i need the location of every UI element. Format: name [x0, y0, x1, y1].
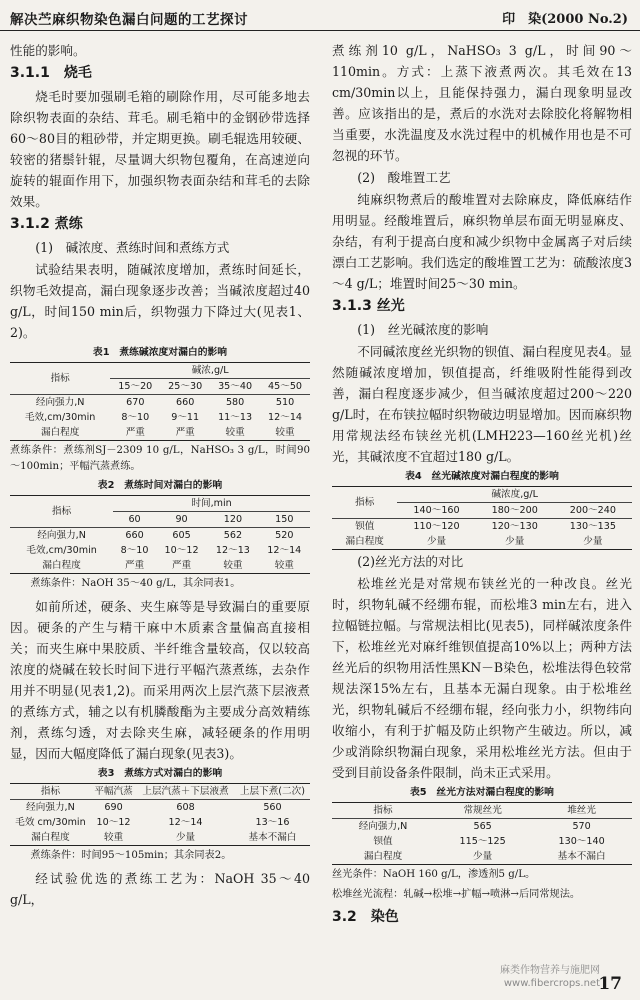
- table-cell: 11～13: [218, 412, 253, 423]
- table-cell: 560: [263, 802, 282, 813]
- table-cell: 上层汽蒸＋下层液煮: [142, 786, 229, 797]
- table-cell: 少量: [175, 832, 196, 843]
- table-cell: 钡值: [373, 836, 393, 847]
- paragraph: 松堆丝光是对常规布铗丝光的一种改良。丝光时，织物轧碱不经绷布辊，而松堆3 min左右，进入拉幅链拉幅。与常规法相比(见表5)，同样碱浓度条件下，松堆丝光对麻纤维钡值提高10%以上；两种方法丝光后的织物用活性黑KN－B染色，松堆法得色较常规法深15%左右，且基本无漏白现象。由于松堆丝光，织物轧碱后不经绷布辊，经向张力小，织物纬向收缩小，有利于扩幅及防止织物产生破边。所以，减少或消除织物漏白现象，采用松堆丝光方法。但由于受到目前设备条件限制，尚未正式采用。: [332, 576, 632, 780]
- section-heading: 3.1.3 丝光: [332, 298, 405, 314]
- table-row: [10, 528, 310, 544]
- table-cell: 8～10: [121, 412, 150, 423]
- table-cell: 少量: [473, 851, 493, 862]
- table-cell: 520: [275, 530, 294, 541]
- table-cell: 90: [175, 514, 188, 525]
- table-cell: 8～10: [120, 545, 149, 556]
- paragraph: 烧毛时要加强刷毛箱的刷除作用，尽可能多地去除织物表面的杂结、茸毛。刷毛箱中的金钢砂带选择60～80目的粗砂带，并定期更换。刷毛辊选用较硬、较密的猪鬃针辊，尽量调大织物包覆角，在高速逆向旋转的辊面作用下，加强织物表面杂结和茸毛的去除效果。: [10, 89, 310, 209]
- table-cell: 13～16: [255, 817, 290, 828]
- watermark-line: 麻类作物营养与施肥网: [500, 965, 600, 976]
- table-2-caption: 表2 煮练时间对漏白的影响: [97, 480, 223, 491]
- table-2: [10, 495, 310, 574]
- table-1-note: 煮练条件：煮练剂SJ－2309 10 g/L，NaHSO₃ 3 g/L，时间90～100min；平幅汽蒸煮练。: [10, 445, 310, 472]
- table-cell: 45～50: [268, 381, 303, 392]
- subsection-heading: (2) 酸堆置工艺: [357, 170, 451, 185]
- table-cell: 605: [172, 530, 191, 541]
- section-heading: 3.1.1 烧毛: [10, 65, 92, 81]
- table-cell: 严重: [125, 427, 145, 438]
- process-flow: 松堆丝光流程：轧碱→松堆→扩幅→喷淋→后同常规法。: [332, 889, 581, 900]
- table-row: [10, 425, 310, 441]
- table-cell: 少量: [505, 536, 525, 547]
- table-row: [332, 849, 632, 865]
- table-cell: 130～140: [558, 836, 605, 847]
- table-cell: 经向强力,N: [358, 821, 408, 832]
- table-cell: 指标: [332, 487, 397, 519]
- table-cell: 12～13: [215, 545, 250, 556]
- table-cell: 120～130: [491, 521, 538, 532]
- table-cell: 上层下煮(二次): [239, 786, 305, 797]
- table-row: [332, 834, 632, 849]
- table-cell: 碱浓,g/L: [110, 363, 310, 379]
- table-cell: 钡值: [355, 521, 375, 532]
- table-cell: 60: [128, 514, 141, 525]
- table-cell: 200～240: [569, 505, 616, 516]
- table-4-caption: 表4 丝光碱浓度对漏白程度的影响: [405, 471, 559, 482]
- table-3-caption: 表3 煮练方式对漏白的影响: [97, 768, 223, 779]
- table-row: [10, 410, 310, 425]
- paragraph: 纯麻织物煮后的酸堆置对去除麻皮，降低麻结作用明显。经酸堆置后，麻织物单层布面无明显麻皮、杂结，有利于提高白度和减少织物中金属离子对后续漂白工艺影响。我们选定的酸堆置工艺为：硫酸浓度3～4 g/L；堆置时间25～30 min。: [332, 192, 632, 291]
- table-cell: 漏白程度: [363, 851, 403, 862]
- table-cell: 35～40: [218, 381, 253, 392]
- table-cell: 基本不漏白: [557, 851, 606, 862]
- table-3-note: 煮练条件：时间95～105min；其余同表2。: [30, 850, 232, 861]
- table-cell: 25～30: [168, 381, 203, 392]
- paragraph: 试验结果表明，随碱浓度增加，煮练时间延长，织物毛效提高，漏白现象逐步改善；当碱浓度超过40 g/L，时间150 min后，织物强力下降过大(见表1、2)。: [10, 262, 310, 340]
- table-5-caption: 表5 丝光方法对漏白程度的影响: [410, 787, 554, 798]
- table-cell: 580: [225, 397, 245, 408]
- table-cell: 漏白程度: [42, 560, 81, 571]
- table-cell: 565: [473, 821, 492, 832]
- section-heading: 3.1.2 煮练: [10, 216, 83, 232]
- table-cell: 堆丝光: [567, 805, 596, 816]
- table-cell: 时间,min: [113, 496, 310, 512]
- table-cell: 平幅汽蒸: [94, 786, 133, 797]
- subsection-heading: (2)丝光方法的对比: [357, 554, 464, 569]
- table-row: [332, 819, 632, 835]
- subsection-heading: (1) 碱浓度、煮练时间和煮练方式: [35, 240, 230, 255]
- subsection-heading: (1) 丝光碱浓度的影响: [357, 322, 489, 337]
- table-cell: 12～14: [267, 545, 302, 556]
- table-cell: 漏白程度: [40, 427, 80, 438]
- table-cell: 140～160: [413, 505, 460, 516]
- table-row: [10, 815, 310, 830]
- table-cell: 漏白程度: [345, 536, 384, 547]
- table-cell: 严重: [171, 560, 192, 571]
- table-1-caption: 表1 煮练碱浓度对漏白的影响: [92, 347, 228, 358]
- table-cell: 常规丝光: [463, 805, 502, 816]
- table-cell: 10～12: [96, 817, 131, 828]
- table-cell: 660: [125, 530, 144, 541]
- table-row: [332, 519, 632, 535]
- journal-issue: 印 染(2000 No.2): [502, 12, 628, 27]
- table-cell: 指标: [10, 496, 113, 528]
- header-rule: [0, 30, 640, 31]
- table-cell: 少量: [426, 536, 447, 547]
- paragraph: 经试验优选的煮练工艺为：NaOH 35～40 g/L，: [10, 871, 310, 907]
- table-3: [10, 783, 310, 846]
- table-cell: 指标: [40, 786, 61, 797]
- table-cell: 毛效,cm/30min: [26, 545, 97, 556]
- table-cell: 12～14: [268, 412, 303, 423]
- table-row: [10, 543, 310, 558]
- table-cell: 漏白程度: [31, 832, 70, 843]
- table-cell: 较重: [274, 560, 294, 571]
- table-row: [332, 534, 632, 550]
- table-cell: 15～20: [118, 381, 153, 392]
- table-cell: 较重: [223, 560, 243, 571]
- paragraph: 如前所述，硬条、夹生麻等是导致漏白的重要原因。硬条的产生与精干麻中木质素含量偏高直接相关；而夹生麻中果胶质、半纤维含量较高，仅以较高浓度的烧碱在较长时间下进行平幅汽蒸煮练，去杂作用并不明显(见表1,2)。而采用两次上层汽蒸下层液煮的煮练方式，辅之以有机膦酸酯为主要成分高效精练剂，煮练匀透，对去除夹生麻，减轻硬条的作用明显，因而大幅度降低了漏白现象(见表3)。: [10, 599, 310, 761]
- table-cell: 碱浓度,g/L: [397, 487, 632, 503]
- table-cell: 9～11: [171, 412, 200, 423]
- table-row: [10, 800, 310, 816]
- paragraph: 性能的影响。: [10, 43, 86, 58]
- table-cell: 608: [176, 802, 195, 813]
- table-cell: 严重: [175, 427, 195, 438]
- table-cell: 经向强力,N: [35, 397, 85, 408]
- table-cell: 12～14: [168, 817, 203, 828]
- table-2-note: 煮练条件：NaOH 35～40 g/L，其余同表1。: [30, 578, 241, 589]
- paragraph: 不同碱浓度丝光织物的钡值、漏白程度见表4。显然随碱浓度增加，钡值提高，纤维吸附性能得到改善，漏白程度逐步减少，但当碱浓度超过200～220 g/L时，在布铗拉幅时织物破边明显增加。因而麻织物用常规法经布铗丝光机(LMH223—160丝光机)丝光，其碱浓度不宜超过180 g/L。: [332, 344, 632, 464]
- table-cell: 10～12: [164, 545, 199, 556]
- table-cell: 经向强力,N: [26, 802, 75, 813]
- table-cell: 130～135: [569, 521, 616, 532]
- table-cell: 670: [126, 397, 145, 408]
- table-cell: 110～120: [413, 521, 460, 532]
- watermark: [500, 964, 600, 990]
- table-cell: 120: [223, 514, 243, 525]
- page-number: 17: [598, 974, 622, 994]
- paragraph: 煮练剂10 g/L，NaHSO₃ 3 g/L，时间90～110min。方式：上蒸下液煮两次。其毛效在13 cm/30min以上，且能保持强力，漏白现象明显改善。应该指出的是，煮后的水洗对去除胶化将解物相当重要，水洗温度及水洗过程中的机械作用也是不可忽视的环节。: [332, 43, 632, 163]
- table-cell: 较重: [275, 427, 295, 438]
- table-cell: 指标: [373, 805, 393, 816]
- table-1: [10, 362, 310, 441]
- table-5: [332, 802, 632, 865]
- journal-article-title: 解决苎麻织物染色漏白问题的工艺探讨: [10, 12, 248, 28]
- table-cell: 经向强力,N: [37, 530, 86, 541]
- table-cell: 690: [104, 802, 123, 813]
- table-cell: 严重: [124, 560, 145, 571]
- table-cell: 较重: [103, 832, 124, 843]
- watermark-line: www.fibercrops.net: [503, 978, 600, 989]
- table-cell: 562: [223, 530, 243, 541]
- table-cell: 毛效,cm/30min: [24, 412, 96, 423]
- table-cell: 115～125: [459, 836, 506, 847]
- table-cell: 较重: [225, 427, 245, 438]
- table-cell: 660: [176, 397, 195, 408]
- table-5-note: 丝光条件：NaOH 160 g/L，渗透剂5 g/L。: [332, 869, 536, 880]
- table-cell: 基本不漏白: [248, 832, 297, 843]
- table-cell: 指标: [10, 363, 110, 395]
- table-row: [10, 558, 310, 574]
- table-cell: 毛效 cm/30min: [15, 817, 86, 828]
- table-cell: 150: [275, 514, 294, 525]
- right-column: [332, 40, 632, 930]
- table-cell: 510: [275, 397, 295, 408]
- table-cell: 180～200: [491, 505, 538, 516]
- table-cell: 少量: [583, 536, 603, 547]
- running-header: [0, 0, 640, 36]
- table-row: [10, 830, 310, 846]
- section-heading: 3.2 染色: [332, 909, 399, 925]
- table-cell: 570: [572, 821, 591, 832]
- table-4: [332, 486, 632, 550]
- left-column: [10, 40, 310, 910]
- table-row: [10, 395, 310, 411]
